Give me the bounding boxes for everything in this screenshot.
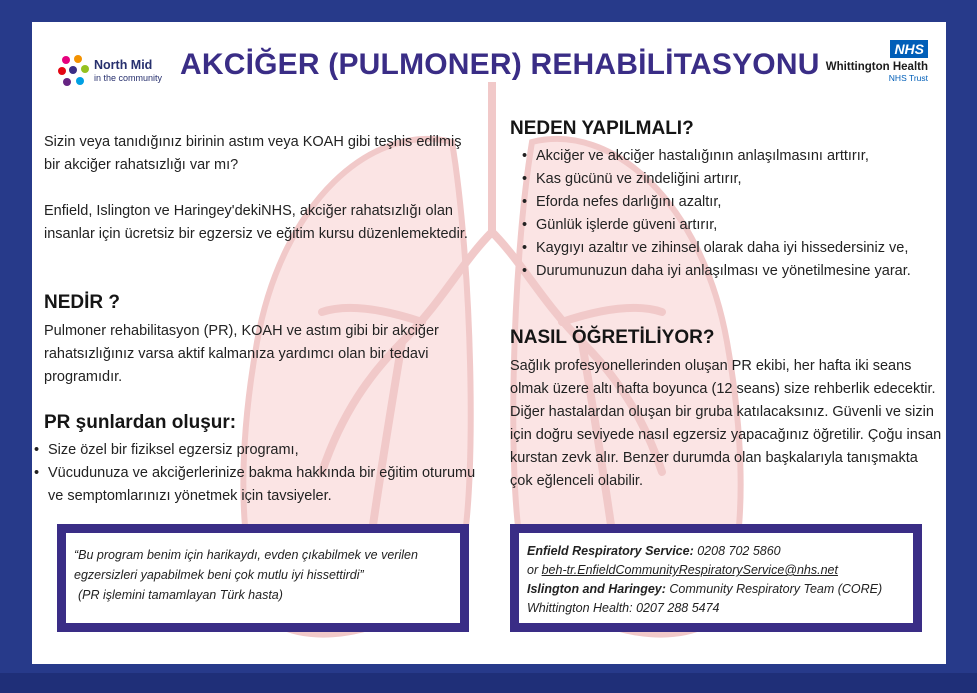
islington-team: Community Respiratory Team (CORE) [669, 582, 883, 596]
pr-heading: PR şunlardan oluşur: [44, 412, 237, 433]
enfield-phone: 0208 702 5860 [697, 544, 781, 558]
neden-list-item: • Günlük işlerde güveni artırır, [520, 214, 940, 237]
contact-or: or [527, 563, 539, 577]
nasil-heading: NASIL ÖĞRETİLİYOR? [510, 327, 715, 348]
whittington-logo [808, 40, 928, 88]
neden-list-item: • Eforda nefes darlığını azaltır, [520, 191, 940, 214]
neden-list [520, 145, 940, 283]
enfield-email-link[interactable]: beh-tr.EnfieldCommunityRespiratoryService@nhs.net [541, 563, 838, 577]
logo-left-line2: in the community [94, 73, 163, 83]
bottom-band [0, 673, 977, 693]
pr-list-item: • Vücudunuza ve akciğerlerinize bakma hakkında bir eğitim oturumu ve semptomlarınızı yönetmek için tavsiyeler. [32, 462, 477, 508]
neden-list-item: • Kaygıyı azaltır ve zihinsel olarak daha iyi hissedersiniz ve, [520, 237, 940, 260]
neden-list-item: • Kas gücünü ve zindeliğini artırır, [520, 168, 940, 191]
whittington-trust-label: NHS Trust [888, 73, 928, 83]
logo-left-line1: North Mid [94, 58, 153, 72]
pr-list-item: • Size özel bir fiziksel egzersiz programı, [32, 439, 477, 462]
whittington-org-name: Whittington Health [825, 61, 928, 73]
patient-quote-attribution: (PR işlemini tamamlayan Türk hasta) [78, 588, 283, 602]
patient-quote: “Bu program benim için harikaydı, evden çıkabilmek ve verilen egzersizleri yapabilmek beni çok mutlu iyi hissettirdi” [74, 548, 418, 582]
page-title: AKCİĞER (PULMONER) REHABİLİTASYONU [180, 48, 820, 81]
north-mid-logo-icon [58, 54, 90, 88]
nasil-text: Sağlık profesyonellerinden oluşan PR ekibi, her hafta iki seans olmak üzere altı hafta boyunca (12 seans) size rehberlik edecektir. Diğer hastalardan oluşan bir gruba katılacaksınız. Güvenli ve sizin için doğru seviyede nasıl egzersiz yapacağınız öğretilir. Çoğu insan kurstan zevk alır. Benzer durumda olan başkalarıyla tanışmakta çok eğlenceli olabilir. [510, 358, 942, 489]
nedir-heading: NEDİR ? [44, 292, 120, 313]
nedir-text: Pulmoner rehabilitasyon (PR), KOAH ve astım gibi bir akciğer rahatsızlığınız varsa aktif kalmanıza yardımcı olan bir tedavi programıdır. [44, 323, 439, 385]
patient-quote-box [57, 524, 469, 632]
whittington-phone: Whittington Health: 0207 288 5474 [527, 601, 720, 615]
nhs-badge: NHS [890, 40, 928, 58]
enfield-service-label: Enfield Respiratory Service: [527, 544, 694, 558]
pr-list [32, 439, 477, 508]
north-mid-logo [58, 54, 188, 90]
contact-box [510, 524, 922, 632]
islington-haringey-label: Islington and Haringey: [527, 582, 666, 596]
neden-heading: NEDEN YAPILMALI? [510, 118, 694, 139]
intro-description: Enfield, Islington ve Haringey'dekiNHS, akciğer rahatsızlığı olan insanlar için ücretsiz bir egzersiz ve eğitim kursu düzenlemektedir. [44, 203, 468, 242]
neden-list-item: • Akciğer ve akciğer hastalığının anlaşılmasını arttırır, [520, 145, 940, 168]
intro-question: Sizin veya tanıdığınız birinin astım veya KOAH gibi teşhis edilmiş bir akciğer rahatsızlığı var mı? [44, 134, 462, 173]
flyer-page [32, 22, 946, 664]
neden-list-item: • Durumunuzun daha iyi anlaşılması ve yönetilmesine yarar. [520, 260, 940, 283]
